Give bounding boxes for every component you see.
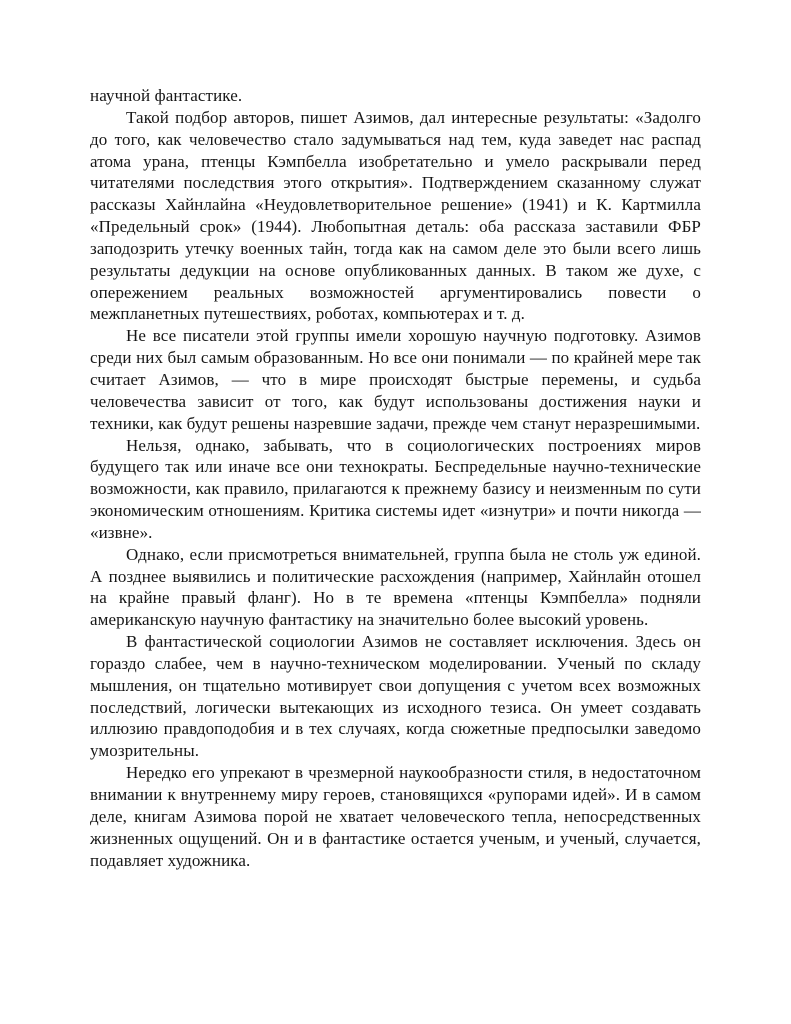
paragraph: Такой подбор авторов, пишет Азимов, дал интересные результаты: «Задолго до того, как человечество стало задумываться над тем, куда заведет нас распад атома урана, птенцы Кэмпбелла изобретательно и умело раскрывали перед читателями последствия этого открытия». Подтверждением сказанному служат рассказы Хайнлайна «Неудовлетворительное решение» (1941) и К. Картмилла «Предельный срок» (1944). Любопытная деталь: оба рассказа заставили ФБР заподозрить утечку военных тайн, тогда как на самом деле это были всего лишь результаты дедукции на основе опубликованных данных. В таком же духе, с опережением реальных возможностей аргументировались повести о межпланетных путешествиях, роботах, компьютерах и т. д. (90, 107, 701, 324)
paragraph-continuation: научной фантастике. (90, 86, 243, 105)
paragraph: Нередко его упрекают в чрезмерной наукообразности стиля, в недостаточном внимании к внутреннему миру героев, становящихся «рупорами идей». И в самом деле, книгам Азимова порой не хватает человеческого тепла, непосредственных жизненных ощущений. Он и в фантастике остается ученым, и ученый, случается, подавляет художника. (90, 763, 701, 870)
paragraph: Нельзя, однако, забывать, что в социологических построениях миров будущего так или иначе все они технократы. Беспредельные научно-технические возможности, как правило, прилагаются к прежнему базису и неизменным по сути экономическим отношениям. Критика системы идет «изнутри» и почти никогда — «извне». (90, 435, 701, 542)
paragraph: Не все писатели этой группы имели хорошую научную подготовку. Азимов среди них был самым образованным. Но все они понимали — по крайней мере так считает Азимов, — что в мире происходят быстрые перемены, и судьба человечества зависит от того, как будут использованы достижения науки и техники, как будут решены назревшие задачи, прежде чем станут неразрешимыми. (90, 326, 701, 433)
paragraph: Однако, если присмотреться внимательней, группа была не столь уж единой. А позднее выявились и политические расхождения (например, Хайнлайн отошел на крайне правый фланг). Но в те времена «птенцы Кэмпбелла» подняли американскую научную фантастику на значительно более высокий уровень. (90, 544, 701, 630)
text-block (90, 85, 701, 871)
paragraph: В фантастической социологии Азимов не составляет исключения. Здесь он гораздо слабее, чем в научно-техническом моделировании. Ученый по складу мышления, он тщательно мотивирует свои допущения с учетом всех возможных последствий, логически вытекающих из исходного тезиса. Он умеет создавать иллюзию правдоподобия и в тех случаях, когда сюжетные предпосылки заведомо умозрительны. (90, 632, 701, 761)
